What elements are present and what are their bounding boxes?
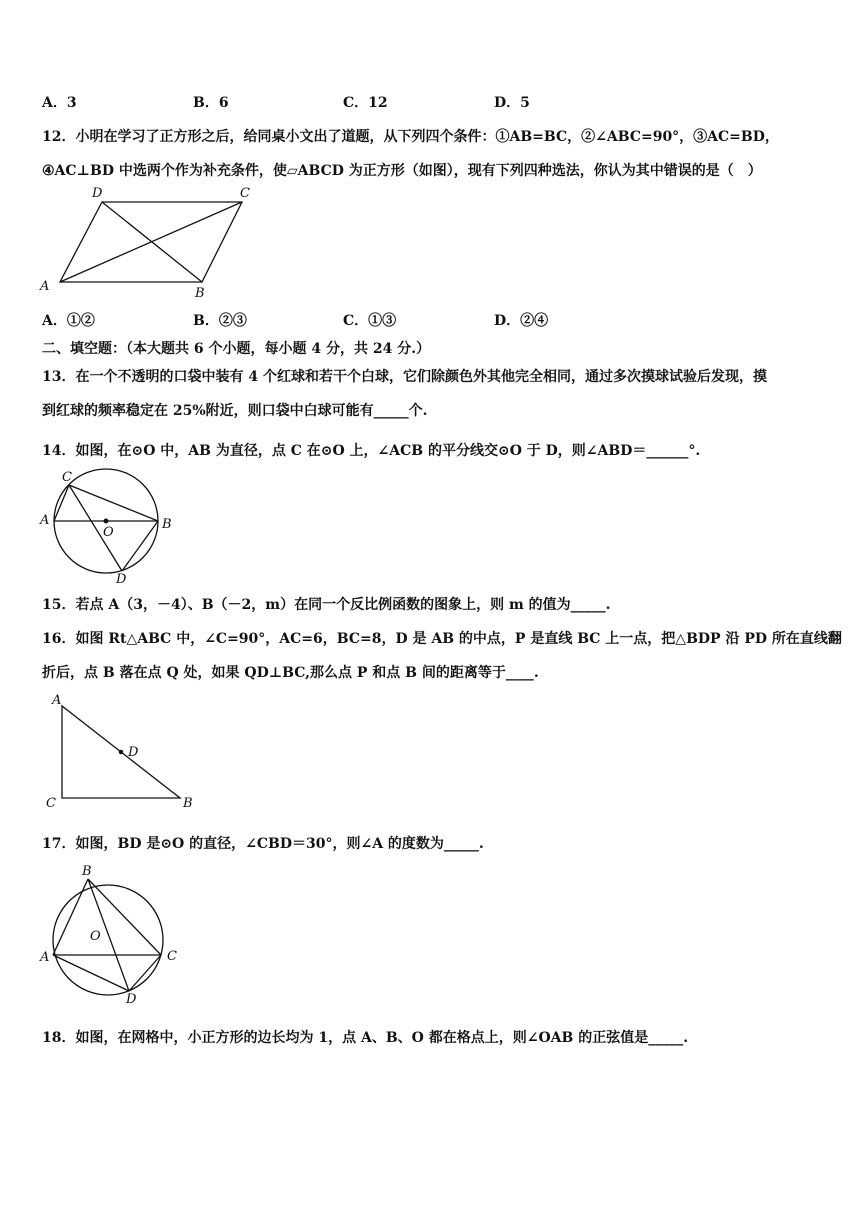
q14-label-c: C [62,470,72,485]
q11-option-b: B．6 [193,95,229,111]
q12-label-c: C [240,186,250,201]
q11-option-c: C．12 [343,95,388,111]
q14-label-b: B [162,517,172,532]
q14-text-line1: 14．如图，在⊙O 中，AB 为直径，点 C 在⊙O 上，∠ACB 的平分线交⊙O 于 D，则∠ABD＝______°. [42,443,701,459]
q12-option-d: D．②④ [494,313,549,329]
q17-label-o: O [90,929,101,944]
q12-text-line1: 12．小明在学习了正方形之后，给同桌小文出了道题，从下列四个条件：①AB=BC，②∠ABC=90°，③AC=BD， [42,129,779,145]
q11-option-a: A．3 [42,95,77,111]
q12-option-c: C．①③ [343,313,397,329]
q14-label-a: A [40,513,50,528]
q18-text-line1: 18．如图，在网格中，小正方形的边长均为 1，点 A、B、O 都在格点上，则∠OAB 的正弦值是_____. [42,1030,689,1046]
q14-label-o: O [103,525,114,540]
q14-circle-figure [36,466,186,586]
q13-text-line2: 到红球的频率稳定在 25%附近，则口袋中白球可能有_____个. [42,403,428,419]
q17-circle-figure [36,860,196,1010]
q17-label-c: C [167,949,177,964]
q16-label-a: A [52,693,62,708]
q16-label-d: D [128,745,139,760]
q16-label-c: C [46,796,56,811]
q11-option-d: D．5 [494,95,530,111]
q15-text-line1: 15．若点 A（3，－4）、B（－2，m）在同一个反比例函数的图象上，则 m 的值为_____. [42,597,611,613]
q12-option-b: B．②③ [193,313,247,329]
q16-label-b: B [183,796,193,811]
q16-text-line1: 16．如图 Rt△ABC 中，∠C=90°，AC=6，BC=8，D 是 AB 的中点，P 是直线 BC 上一点，把△BDP 沿 PD 所在直线翻 [42,631,842,647]
q12-label-a: A [40,279,50,294]
q17-label-b: B [82,864,92,879]
q16-triangle-figure [40,690,210,815]
section-heading: 二、填空题：（本大题共 6 个小题，每小题 4 分，共 24 分.） [42,341,431,357]
q17-text-line1: 17．如图，BD 是⊙O 的直径，∠CBD＝30°，则∠A 的度数为_____. [42,836,484,852]
q12-text-line2: ④AC⊥BD 中选两个作为补充条件，使▱ABCD 为正方形（如图），现有下列四种选法，你认为其中错误的是（ ） [42,163,762,179]
q12-label-b: B [195,286,205,301]
q17-label-d: D [126,992,137,1007]
q13-text-line1: 13．在一个不透明的口袋中装有 4 个红球和若干个白球，它们除颜色外其他完全相同，通过多次摸球试验后发现，摸 [42,369,767,385]
q12-parallelogram-figure [36,183,256,301]
q16-text-line2: 折后，点 B 落在点 Q 处，如果 QD⊥BC,那么点 P 和点 B 间的距离等于____. [42,665,539,681]
q17-label-a: A [40,950,50,965]
q12-label-d: D [92,186,103,201]
q14-label-d: D [116,572,127,586]
q12-option-a: A．①② [42,313,95,329]
